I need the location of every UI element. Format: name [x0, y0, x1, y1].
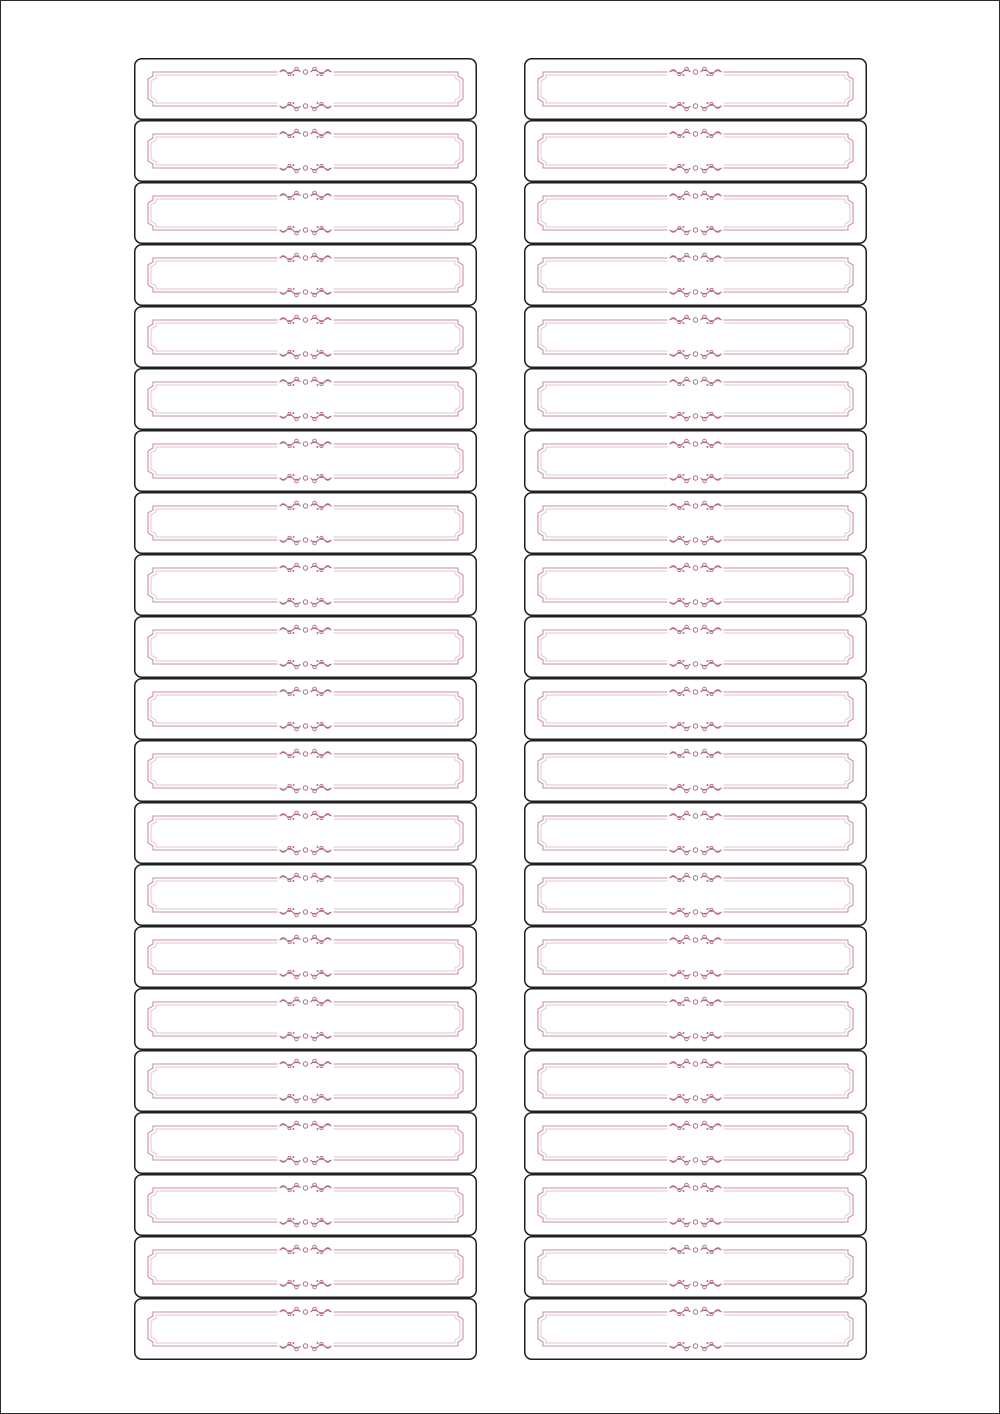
label-blank-right-21: [524, 1298, 867, 1360]
label-blank-left-7: [134, 430, 477, 492]
label-blank-left-2: [134, 120, 477, 182]
label-ornate-frame: [524, 58, 867, 120]
label-ornate-frame: [524, 182, 867, 244]
label-ornate-frame: [524, 120, 867, 182]
label-blank-right-4: [524, 244, 867, 306]
label-blank-left-14: [134, 864, 477, 926]
label-blank-right-17: [524, 1050, 867, 1112]
label-ornate-frame: [524, 1050, 867, 1112]
label-ornate-frame: [524, 926, 867, 988]
label-ornate-frame: [134, 1050, 477, 1112]
label-ornate-frame: [134, 988, 477, 1050]
label-blank-right-20: [524, 1236, 867, 1298]
label-ornate-frame: [134, 492, 477, 554]
label-ornate-frame: [134, 368, 477, 430]
label-ornate-frame: [134, 58, 477, 120]
label-ornate-frame: [524, 430, 867, 492]
label-ornate-frame: [524, 678, 867, 740]
label-ornate-frame: [524, 368, 867, 430]
label-blank-left-9: [134, 554, 477, 616]
label-ornate-frame: [134, 1298, 477, 1360]
label-ornate-frame: [524, 244, 867, 306]
label-blank-right-1: [524, 58, 867, 120]
label-blank-left-8: [134, 492, 477, 554]
label-ornate-frame: [524, 864, 867, 926]
label-blank-right-14: [524, 864, 867, 926]
label-blank-left-1: [134, 58, 477, 120]
label-ornate-frame: [524, 1236, 867, 1298]
label-ornate-frame: [524, 1112, 867, 1174]
label-ornate-frame: [524, 740, 867, 802]
label-blank-left-6: [134, 368, 477, 430]
label-blank-left-12: [134, 740, 477, 802]
label-ornate-frame: [134, 616, 477, 678]
label-blank-left-21: [134, 1298, 477, 1360]
label-ornate-frame: [524, 1298, 867, 1360]
label-ornate-frame: [524, 988, 867, 1050]
label-ornate-frame: [134, 926, 477, 988]
label-ornate-frame: [524, 1174, 867, 1236]
label-blank-right-5: [524, 306, 867, 368]
label-ornate-frame: [134, 1174, 477, 1236]
label-blank-right-6: [524, 368, 867, 430]
label-ornate-frame: [524, 802, 867, 864]
label-blank-right-9: [524, 554, 867, 616]
label-blank-right-3: [524, 182, 867, 244]
label-ornate-frame: [134, 306, 477, 368]
label-blank-right-19: [524, 1174, 867, 1236]
label-blank-left-15: [134, 926, 477, 988]
label-blank-right-10: [524, 616, 867, 678]
label-blank-right-12: [524, 740, 867, 802]
label-blank-right-16: [524, 988, 867, 1050]
label-ornate-frame: [134, 244, 477, 306]
label-column-right: [524, 58, 867, 1360]
label-ornate-frame: [134, 802, 477, 864]
label-blank-left-20: [134, 1236, 477, 1298]
label-blank-right-11: [524, 678, 867, 740]
label-blank-left-16: [134, 988, 477, 1050]
label-blank-left-11: [134, 678, 477, 740]
label-blank-right-2: [524, 120, 867, 182]
label-blank-left-5: [134, 306, 477, 368]
label-blank-right-13: [524, 802, 867, 864]
label-ornate-frame: [134, 182, 477, 244]
label-ornate-frame: [134, 120, 477, 182]
label-column-left: [134, 58, 477, 1360]
label-blank-right-8: [524, 492, 867, 554]
label-blank-left-4: [134, 244, 477, 306]
label-blank-right-7: [524, 430, 867, 492]
label-ornate-frame: [524, 554, 867, 616]
label-blank-right-18: [524, 1112, 867, 1174]
label-blank-left-3: [134, 182, 477, 244]
label-ornate-frame: [524, 492, 867, 554]
label-ornate-frame: [134, 678, 477, 740]
label-ornate-frame: [134, 554, 477, 616]
label-ornate-frame: [524, 306, 867, 368]
label-ornate-frame: [134, 864, 477, 926]
label-ornate-frame: [524, 616, 867, 678]
label-ornate-frame: [134, 430, 477, 492]
label-blank-right-15: [524, 926, 867, 988]
label-blank-left-17: [134, 1050, 477, 1112]
label-ornate-frame: [134, 1112, 477, 1174]
label-blank-left-18: [134, 1112, 477, 1174]
label-blank-left-13: [134, 802, 477, 864]
label-ornate-frame: [134, 740, 477, 802]
label-blank-left-10: [134, 616, 477, 678]
label-ornate-frame: [134, 1236, 477, 1298]
label-blank-left-19: [134, 1174, 477, 1236]
